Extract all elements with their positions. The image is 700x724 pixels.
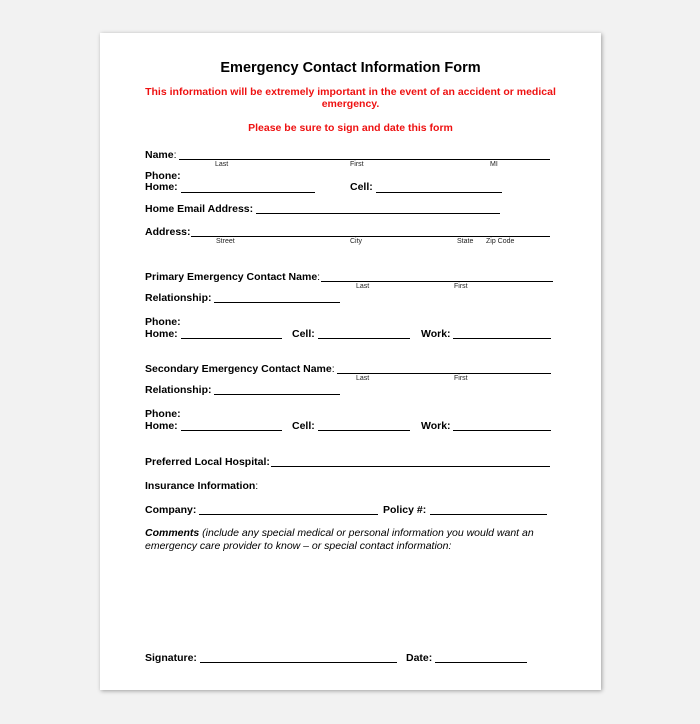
primary-first-caption: First xyxy=(454,283,468,290)
company-label: Company: xyxy=(145,504,197,516)
insurance-label: Insurance Information: xyxy=(145,480,259,492)
secondary-home-label: Home: xyxy=(145,420,178,432)
name-mi-caption: MI xyxy=(490,161,498,168)
sign-date-notice: Please be sure to sign and date this form xyxy=(248,122,453,134)
name-label: Name: xyxy=(145,149,177,161)
accident-notice: This information will be extremely important in the event of an accident or medical emergency. xyxy=(145,86,556,110)
name-field[interactable] xyxy=(179,159,550,160)
home-phone-label: Home: xyxy=(145,181,178,193)
secondary-last-caption: Last xyxy=(356,375,370,382)
comments-label: Comments xyxy=(145,527,200,539)
secondary-contact-name-field[interactable] xyxy=(337,373,551,374)
primary-cell-field[interactable] xyxy=(318,338,410,339)
primary-relationship-label: Relationship: xyxy=(145,292,212,304)
email-field[interactable] xyxy=(256,213,500,214)
comments-area[interactable] xyxy=(145,558,555,648)
date-field[interactable] xyxy=(435,662,527,663)
secondary-work-label: Work: xyxy=(421,420,451,432)
comments-instructions xyxy=(145,527,545,553)
secondary-phone-label: Phone: xyxy=(145,408,181,420)
secondary-contact-name-label: Secondary Emergency Contact Name: xyxy=(145,363,335,375)
name-last-caption: Last xyxy=(215,161,229,168)
name-first-caption: First xyxy=(350,161,364,168)
secondary-home-field[interactable] xyxy=(181,430,282,431)
secondary-work-field[interactable] xyxy=(453,430,551,431)
home-phone-field[interactable] xyxy=(181,192,315,193)
primary-contact-name-field[interactable] xyxy=(321,281,553,282)
address-city-caption: City xyxy=(350,238,363,245)
form-page xyxy=(100,33,601,690)
secondary-relationship-label: Relationship: xyxy=(145,384,212,396)
primary-cell-label: Cell: xyxy=(292,328,315,340)
primary-contact-name-label: Primary Emergency Contact Name: xyxy=(145,271,321,283)
primary-home-field[interactable] xyxy=(181,338,282,339)
address-street-caption: Street xyxy=(216,238,235,245)
phone-label: Phone: xyxy=(145,170,181,182)
signature-field[interactable] xyxy=(200,662,397,663)
policy-label: Policy #: xyxy=(383,504,427,516)
cell-phone-label: Cell: xyxy=(350,181,373,193)
email-label: Home Email Address: xyxy=(145,203,254,215)
hospital-label: Preferred Local Hospital: xyxy=(145,456,270,468)
policy-field[interactable] xyxy=(430,514,547,515)
primary-last-caption: Last xyxy=(356,283,370,290)
form-title: Emergency Contact Information Form xyxy=(220,60,481,76)
address-zip-caption: Zip Code xyxy=(486,238,515,245)
address-field[interactable] xyxy=(191,236,550,237)
secondary-relationship-field[interactable] xyxy=(214,394,340,395)
primary-home-label: Home: xyxy=(145,328,178,340)
cell-phone-field[interactable] xyxy=(376,192,502,193)
signature-label: Signature: xyxy=(145,652,197,664)
primary-relationship-field[interactable] xyxy=(214,302,340,303)
secondary-cell-label: Cell: xyxy=(292,420,315,432)
company-field[interactable] xyxy=(199,514,378,515)
secondary-cell-field[interactable] xyxy=(318,430,410,431)
comments-text: (include any special medical or personal information you would want an emergency care provider to know – or special contact information: xyxy=(145,527,534,552)
hospital-field[interactable] xyxy=(271,466,550,467)
primary-work-label: Work: xyxy=(421,328,451,340)
primary-phone-label: Phone: xyxy=(145,316,181,328)
address-label: Address: xyxy=(145,226,191,238)
date-label: Date: xyxy=(406,652,433,664)
address-state-caption: State xyxy=(457,238,474,245)
secondary-first-caption: First xyxy=(454,375,468,382)
primary-work-field[interactable] xyxy=(453,338,551,339)
